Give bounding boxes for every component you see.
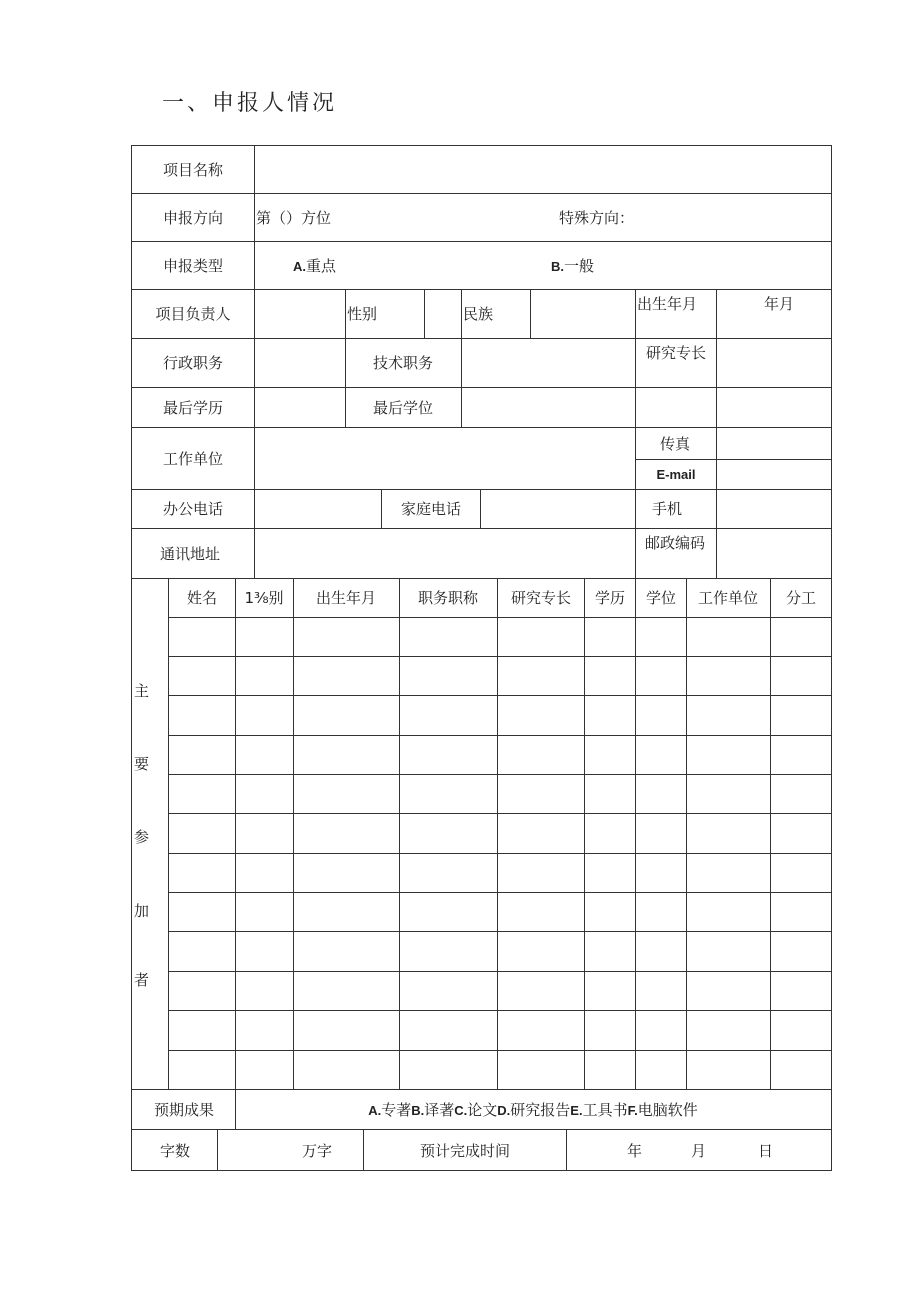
col-divider: [635, 289, 636, 579]
grid-row-line: [168, 735, 832, 736]
label-ethnicity: 民族: [463, 305, 494, 323]
grid-col-line: [686, 578, 687, 1090]
header-title: 职务职称: [417, 589, 479, 607]
col-divider: [381, 489, 382, 529]
header-work-unit: 工作单位: [697, 589, 759, 607]
header-role: 分工: [785, 589, 817, 607]
col-divider: [566, 1129, 567, 1171]
label-tech-post: 技术职务: [372, 354, 434, 372]
col-divider: [530, 289, 531, 339]
label-direction: 申报方向: [162, 209, 224, 227]
grid-row-line: [168, 892, 832, 893]
grid-col-line: [168, 578, 169, 1090]
header-gender: 1⅜别: [244, 589, 284, 607]
grid-row-line: [168, 695, 832, 696]
label-last-degree: 最后学位: [372, 399, 434, 417]
side-label-char: 者: [134, 971, 150, 989]
row-divider: [131, 578, 832, 579]
label-home-phone: 家庭电话: [400, 500, 462, 518]
grid-row-line: [168, 617, 832, 618]
outcome-options: A.专著B.译著C.论文D.研究报告E.工具书F.电脑软件: [368, 1101, 698, 1119]
label-research-field: 研究专长: [646, 344, 707, 362]
label-year: 年: [627, 1142, 643, 1160]
direction-value: 第（）方位: [256, 209, 332, 227]
label-wan-zi: 万字: [302, 1142, 333, 1160]
col-divider: [424, 289, 425, 339]
side-label-char: 主: [134, 682, 150, 700]
label-type: 申报类型: [162, 257, 224, 275]
label-admin-post: 行政职务: [162, 354, 224, 372]
grid-col-line: [635, 578, 636, 1090]
col-divider: [217, 1129, 218, 1171]
header-degree: 学位: [645, 589, 677, 607]
grid-col-line: [584, 578, 585, 1090]
type-option-b[interactable]: B.一般: [551, 257, 595, 275]
label-outcome: 预期成果: [153, 1101, 215, 1119]
col-divider: [716, 289, 717, 579]
grid-col-line: [235, 578, 236, 1090]
label-gender: 性别: [347, 305, 378, 323]
grid-col-line: [399, 578, 400, 1090]
row-divider: [131, 289, 832, 290]
label-day: 日: [758, 1142, 774, 1160]
col-divider: [254, 145, 255, 579]
row-divider: [635, 459, 832, 460]
header-education: 学历: [594, 589, 626, 607]
label-address: 通讯地址: [159, 545, 221, 563]
grid-row-line: [168, 656, 832, 657]
table-border-bottom: [131, 1170, 832, 1171]
col-divider: [480, 489, 481, 529]
label-birth: 出生年月: [637, 295, 698, 313]
grid-row-line: [168, 813, 832, 814]
header-name: 姓名: [186, 589, 218, 607]
label-work-unit: 工作单位: [162, 450, 224, 468]
section-title: 一、申报人情况: [162, 91, 338, 116]
side-label-char: 参: [134, 828, 150, 846]
side-label-char: 加: [134, 902, 150, 920]
label-email: E-mail: [656, 467, 696, 482]
row-divider: [131, 193, 832, 194]
col-divider: [363, 1129, 364, 1171]
label-words: 字数: [159, 1142, 191, 1160]
header-birth: 出生年月: [315, 589, 377, 607]
row-divider: [131, 1089, 832, 1090]
label-last-education: 最后学历: [162, 399, 224, 417]
grid-row-line: [168, 853, 832, 854]
col-divider: [461, 289, 462, 428]
label-mobile: 手机: [651, 500, 683, 518]
col-divider: [235, 1089, 236, 1130]
label-special-direction: 特殊方向：: [559, 209, 635, 227]
col-divider: [345, 289, 346, 428]
table-border-right: [831, 145, 832, 1171]
row-divider: [131, 387, 832, 388]
type-option-a[interactable]: A.重点: [293, 257, 337, 275]
grid-col-line: [497, 578, 498, 1090]
table-border-top: [131, 145, 832, 146]
row-divider: [131, 1129, 832, 1130]
grid-col-line: [293, 578, 294, 1090]
label-month: 月: [691, 1142, 707, 1160]
label-fax: 传真: [659, 435, 691, 453]
grid-col-line: [770, 578, 771, 1090]
side-label-char: 要: [134, 755, 150, 773]
label-expected-time: 预计完成时间: [419, 1142, 511, 1160]
grid-row-line: [168, 1010, 832, 1011]
table-border-left: [131, 145, 132, 1171]
row-divider: [131, 528, 832, 529]
row-divider: [131, 338, 832, 339]
grid-row-line: [168, 971, 832, 972]
row-divider: [131, 241, 832, 242]
label-leader: 项目负责人: [155, 305, 231, 323]
grid-row-line: [168, 931, 832, 932]
header-research-field: 研究专长: [510, 589, 572, 607]
label-postcode: 邮政编码: [645, 534, 706, 552]
grid-row-line: [168, 1050, 832, 1051]
birth-year-month: 年月: [764, 295, 795, 313]
row-divider: [131, 427, 832, 428]
label-office-phone: 办公电话: [162, 500, 224, 518]
grid-row-line: [168, 774, 832, 775]
label-project-name: 项目名称: [162, 161, 224, 179]
row-divider: [131, 489, 832, 490]
